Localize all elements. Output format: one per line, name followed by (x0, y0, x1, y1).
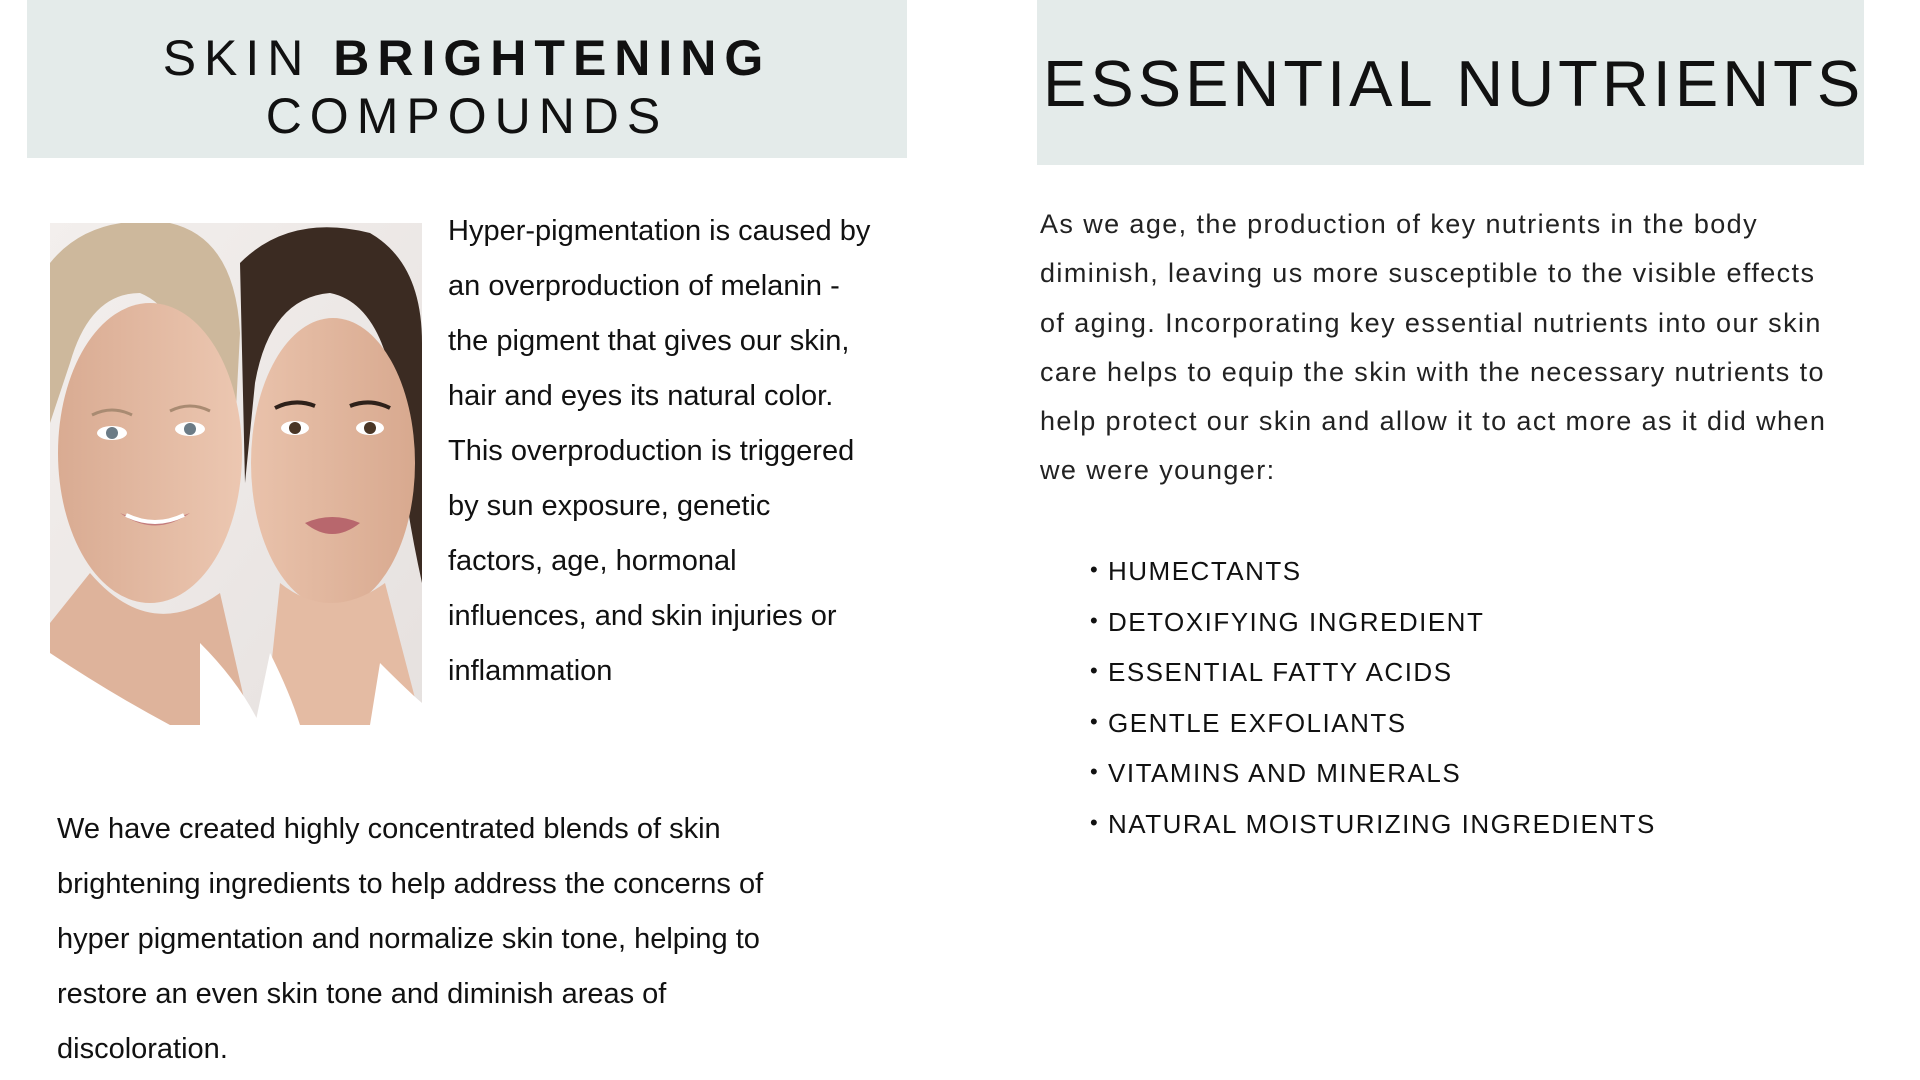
text-line: an overproduction of melanin - (448, 270, 840, 302)
hyperpigmentation-paragraph (448, 204, 908, 699)
banner-title-line2: COMPOUNDS (265, 88, 669, 144)
text-line: diminish, leaving us more susceptible to the visible effects (1040, 258, 1816, 289)
text-line: hyper pigmentation and normalize skin tone, helping to (57, 923, 760, 955)
essential-nutrients-banner (1037, 0, 1864, 165)
text-line: of aging. Incorporating key essential nutrients into our skin (1040, 307, 1822, 338)
list-item (1090, 704, 1656, 755)
nutrient-label: VITAMINS AND MINERALS (1108, 758, 1462, 788)
text-line: care helps to equip the skin with the necessary nutrients to (1040, 356, 1825, 387)
essential-nutrients-title: ESSENTIAL NUTRIENTS (1043, 47, 1865, 120)
brightening-blends-paragraph (57, 802, 857, 1077)
list-item (1090, 653, 1656, 704)
text-line: restore an even skin tone and diminish areas of (57, 978, 667, 1010)
text-line: discoloration. (57, 1033, 228, 1065)
text-line: brightening ingredients to help address the concerns of (57, 868, 764, 900)
text-line: help protect our skin and allow it to act more as it did when (1040, 406, 1827, 437)
bullet-icon: • (1090, 607, 1100, 633)
banner-title-line1 (27, 30, 907, 86)
nutrient-label: ESSENTIAL FATTY ACIDS (1108, 657, 1453, 687)
list-item (1090, 603, 1656, 654)
text-line: the pigment that gives our skin, (448, 325, 850, 357)
nutrient-label: GENTLE EXFOLIANTS (1108, 707, 1407, 738)
banner-title-bold: BRIGHTENING (333, 30, 772, 86)
list-item (1090, 552, 1656, 603)
bullet-icon: • (1090, 759, 1100, 784)
nutrient-label: DETOXIFYING INGREDIENT (1108, 606, 1485, 637)
banner-title-light: SKIN (162, 30, 312, 86)
text-line: We have created highly concentrated blends of skin (57, 813, 721, 845)
text-line: hair and eyes its natural color. (448, 380, 834, 412)
bullet-icon: • (1090, 809, 1100, 835)
bullet-icon: • (1090, 557, 1100, 582)
aging-nutrients-paragraph (1040, 200, 1870, 496)
text-line: inflammation (448, 655, 613, 687)
text-line: As we age, the production of key nutrients in the body (1040, 209, 1758, 239)
text-line: influences, and skin injuries or (448, 600, 837, 632)
two-women-portrait-image (50, 223, 422, 725)
text-line: Hyper-pigmentation is caused by (448, 215, 871, 247)
bullet-icon: • (1090, 658, 1100, 683)
nutrient-list (1090, 552, 1656, 855)
bullet-icon: • (1090, 708, 1100, 734)
skin-brightening-banner (27, 0, 907, 158)
nutrient-label: HUMECTANTS (1108, 556, 1302, 586)
text-line: factors, age, hormonal (448, 545, 737, 577)
text-line: by sun exposure, genetic (448, 490, 771, 522)
list-item (1090, 754, 1656, 805)
text-line: we were younger: (1040, 455, 1276, 486)
nutrient-label: NATURAL MOISTURIZING INGREDIENTS (1108, 808, 1656, 839)
list-item (1090, 805, 1656, 856)
text-line: This overproduction is triggered (448, 435, 855, 467)
